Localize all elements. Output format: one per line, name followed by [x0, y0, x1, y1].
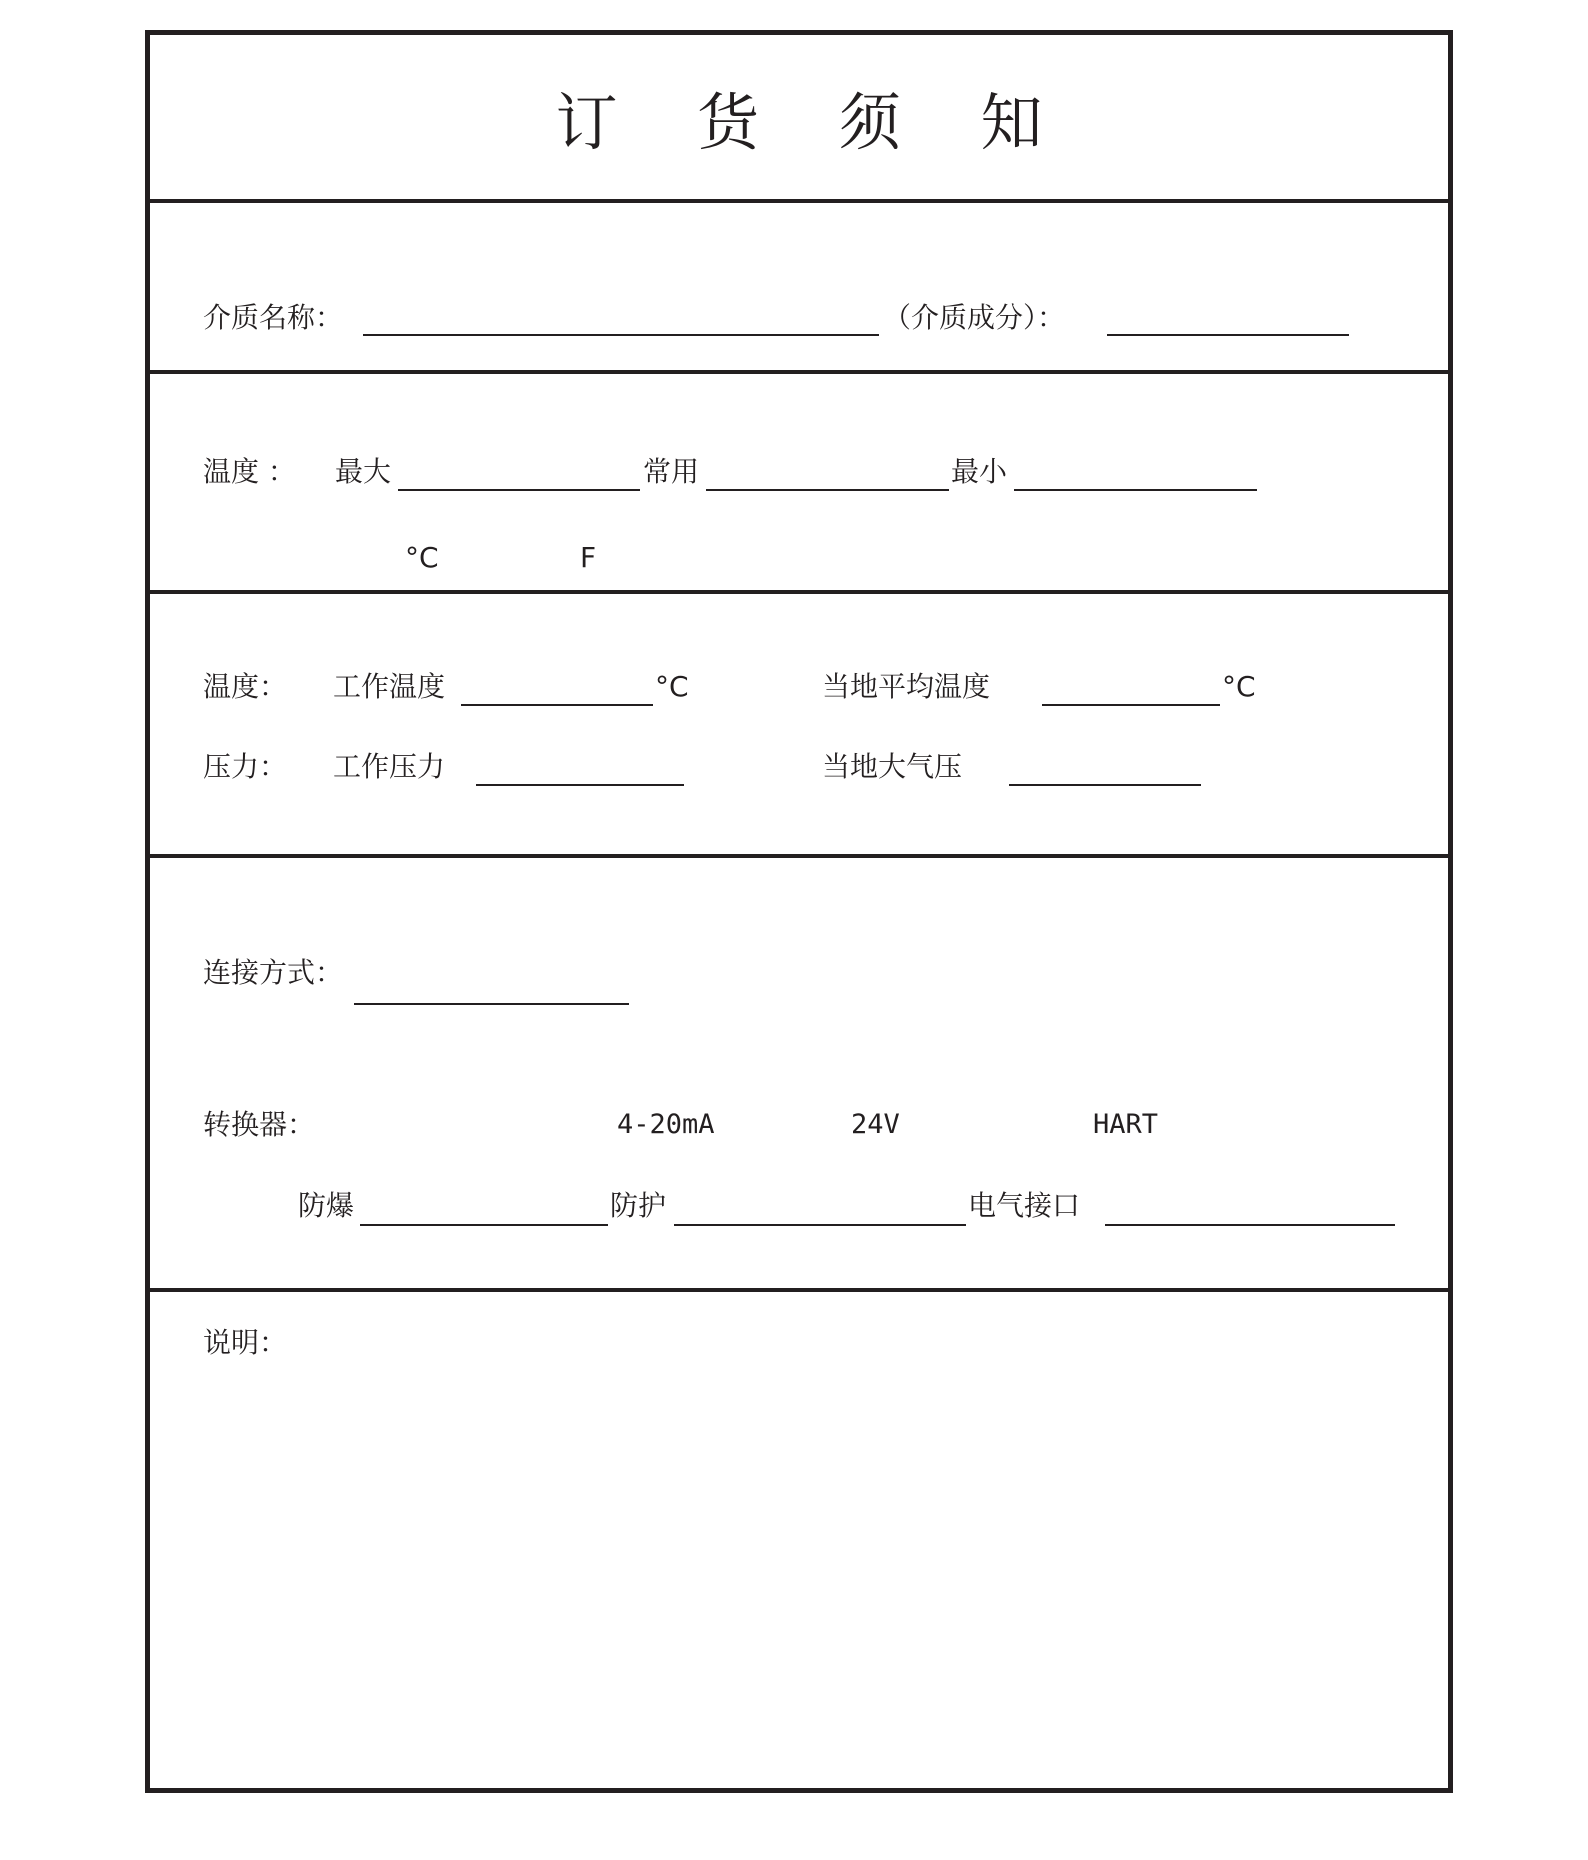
connection-method-field[interactable] — [354, 1003, 629, 1005]
medium-name-label: 介质名称： — [203, 301, 344, 334]
local-avg-temp-unit: °C — [1222, 670, 1256, 703]
local-atm-field[interactable] — [1009, 784, 1201, 786]
working-conditions-section — [150, 594, 1448, 858]
electrical-interface-label: 电气接口 — [968, 1189, 1081, 1222]
temperature-label: 温度 ： — [203, 455, 296, 488]
work-pressure-label: 工作压力 — [333, 750, 446, 783]
pressure-row-label: 压力： — [203, 750, 288, 783]
working-temp-row-label: 温度： — [203, 670, 288, 703]
option-24v[interactable]: 24V — [851, 1109, 900, 1140]
work-temp-unit: °C — [655, 670, 689, 703]
protection-label: 防护 — [610, 1189, 667, 1222]
max-temp-label: 最大 — [335, 455, 392, 488]
notes-area[interactable] — [190, 1372, 1408, 1768]
converter-label: 转换器： — [203, 1108, 316, 1141]
normal-temp-label: 常用 — [643, 455, 700, 488]
max-temp-field[interactable] — [398, 489, 640, 491]
normal-temp-field[interactable] — [706, 489, 949, 491]
temperature-range-section — [150, 374, 1448, 594]
order-form — [145, 30, 1453, 1793]
celsius-option[interactable]: °C — [405, 541, 439, 574]
option-4-20ma[interactable]: 4-20mA — [617, 1109, 715, 1140]
title-section — [150, 35, 1448, 203]
medium-composition-field[interactable] — [1107, 334, 1349, 336]
medium-composition-label: （介质成分）： — [883, 301, 1066, 334]
notes-section — [150, 1292, 1448, 1788]
work-pressure-field[interactable] — [476, 784, 684, 786]
medium-name-field[interactable] — [363, 334, 879, 336]
local-avg-temp-field[interactable] — [1042, 704, 1220, 706]
fahrenheit-option[interactable]: F — [580, 541, 597, 574]
work-temp-label: 工作温度 — [333, 670, 446, 703]
medium-section — [150, 203, 1448, 374]
work-temp-field[interactable] — [461, 704, 653, 706]
min-temp-field[interactable] — [1014, 489, 1257, 491]
explosion-proof-label: 防爆 — [298, 1189, 355, 1222]
electrical-interface-field[interactable] — [1105, 1224, 1395, 1226]
explosion-proof-field[interactable] — [360, 1224, 608, 1226]
notes-label: 说明： — [203, 1326, 288, 1359]
min-temp-label: 最小 — [951, 455, 1008, 488]
local-atm-label: 当地大气压 — [822, 750, 963, 783]
protection-field[interactable] — [674, 1224, 966, 1226]
connection-method-label: 连接方式： — [203, 956, 344, 989]
connection-section — [150, 858, 1448, 1292]
form-title: 订 货 须 知 — [555, 86, 1073, 159]
local-avg-temp-label: 当地平均温度 — [822, 670, 991, 703]
option-hart[interactable]: HART — [1093, 1109, 1159, 1140]
